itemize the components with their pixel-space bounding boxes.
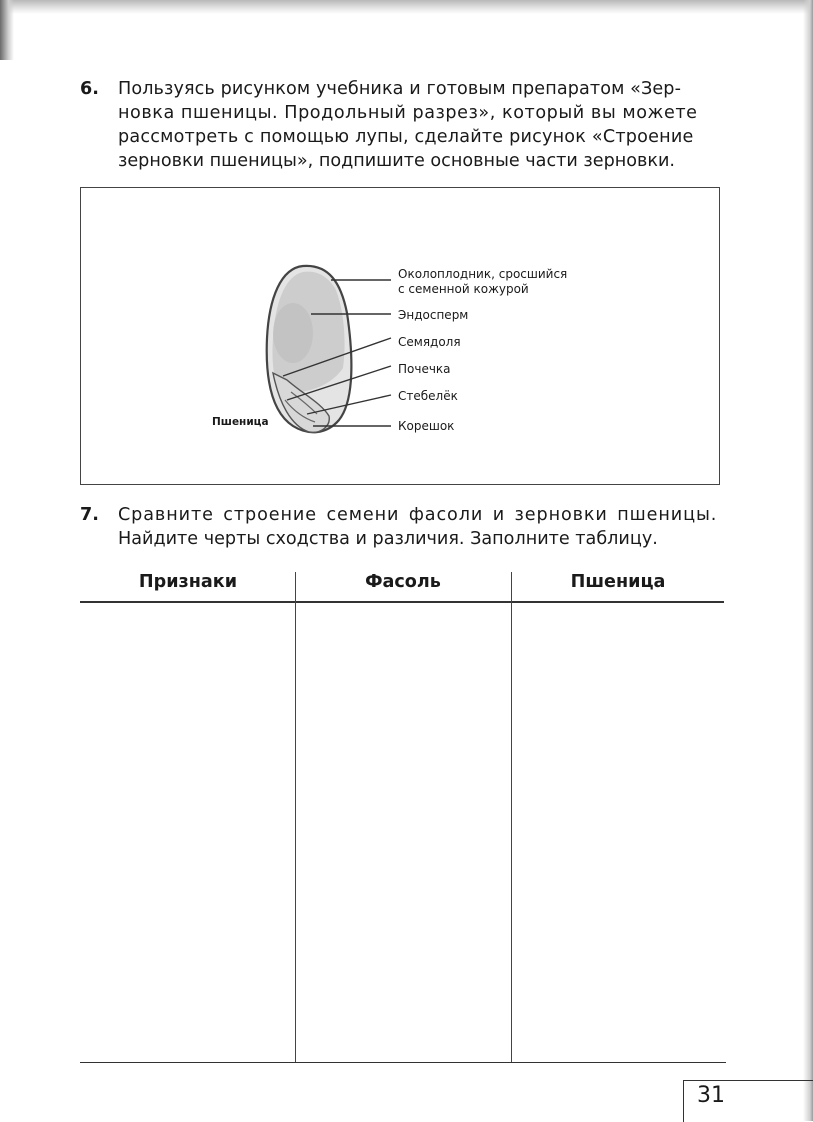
page-number: 31: [697, 1083, 725, 1108]
table-bottom-rule: [80, 1062, 726, 1063]
label-plumule: Почечка: [398, 362, 451, 376]
task-6-line: новка пшеницы. Продольный разрез», который вы можете: [118, 103, 698, 123]
task-6-number: 6.: [80, 79, 99, 99]
label-pericarp-line2: с семенной кожурой: [398, 282, 529, 296]
task-7-text: [118, 503, 722, 551]
task-7-line: Найдите черты сходства и различия. Заполните таблицу.: [118, 529, 658, 549]
label-root: Корешок: [398, 419, 455, 433]
figure-frame: [80, 187, 720, 485]
scan-edge-left: [0, 0, 14, 60]
task-6-line: рассмотреть с помощью лупы, сделайте рисунок «Строение: [118, 127, 694, 147]
scan-edge-top: [0, 0, 813, 14]
label-stem: Стебелёк: [398, 389, 458, 403]
task-7-line: Сравните строение семени фасоли и зерновки пшеницы.: [118, 505, 718, 525]
label-cotyledon: Семядоля: [398, 335, 461, 349]
table-column-divider-1: [295, 572, 296, 1062]
task-6-line: зерновки пшеницы», подпишите основные части зерновки.: [118, 151, 676, 171]
table-header-features: Признаки: [138, 572, 238, 592]
label-pericarp-line1: Околоплодник, сросшийся: [398, 267, 568, 281]
table-header-wheat: Пшеница: [570, 572, 666, 592]
label-endosperm: Эндосперм: [398, 308, 469, 322]
task-7-number: 7.: [80, 505, 99, 525]
table-header-rule: [80, 601, 724, 603]
table-column-divider-2: [511, 572, 512, 1062]
figure-caption: Пшеница: [212, 416, 269, 428]
endosperm-highlight: [273, 303, 313, 363]
task-6-line: Пользуясь рисунком учебника и готовым препаратом «Зер-: [118, 79, 682, 99]
table-header-bean: Фасоль: [365, 572, 441, 592]
task-6-text: [118, 77, 722, 173]
scan-edge-right: [803, 0, 813, 1121]
